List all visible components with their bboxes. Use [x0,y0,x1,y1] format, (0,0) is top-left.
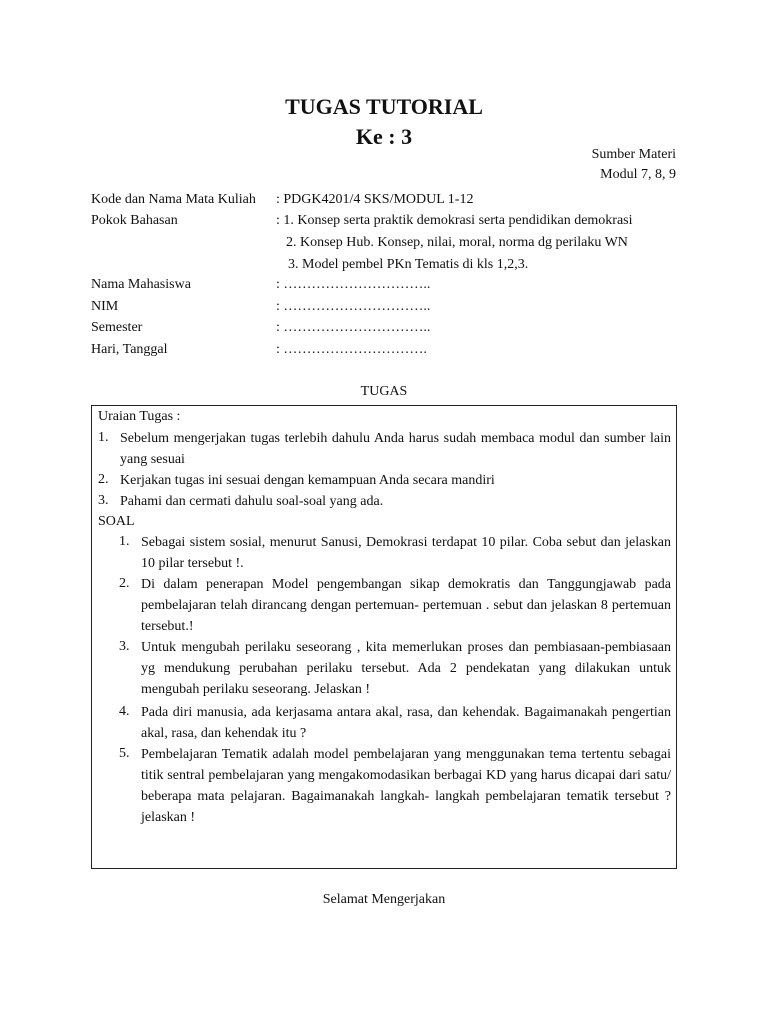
question-number: 1. [119,534,130,549]
semester-label: Semester [91,320,143,335]
topic-label: Pokok Bahasan [91,213,178,228]
tugas-heading: TUGAS [360,384,408,399]
date-label: Hari, Tanggal [91,342,168,357]
question-item: Pembelajaran Tematik adalah model pembelajaran yang menggunakan tema tertentu sebagai titik sentral pembelajaran yang mengakomodasikan berbagai KD yang harus dicapai dari satu/ beberapa mata pelajaran. Bagaimanakah langkah- langkah pembelajaran tematik tersebut ? jelaskan ! [141,747,671,825]
course-value: : PDGK4201/4 SKS/MODUL 1-12 [276,192,474,207]
student-name-field: : ………………………….. [276,277,431,292]
question-item: Untuk mengubah perilaku seseorang , kita memerlukan proses dan pembiasaan-pembiasaan yg mendukung perubahan perilaku tersebut. Ada 2 pendekatan yang dilakukan untuk mengubah perilaku seseorang. Jelaskan ! [141,640,671,697]
question-item: Sebagai sistem sosial, menurut Sanusi, Demokrasi terdapat 10 pilar. Coba sebut dan jelaskan 10 pilar tersebut !. [141,535,671,571]
page-title: TUGAS TUTORIAL [285,94,483,119]
uraian-heading: Uraian Tugas : [98,409,181,424]
source-modules: Modul 7, 8, 9 [600,167,676,182]
instruction-item: Kerjakan tugas ini sesuai dengan kemampuan Anda secara mandiri [120,473,495,488]
question-item: Di dalam penerapan Model pengembangan sikap demokratis dan Tanggungjawab pada pembelajaran telah dirancang dengan pertemuan- pertemuan . sebut dan jelaskan 8 pertemuan tersebut.! [141,577,671,634]
topic-item-3: 3. Model pembel PKn Tematis di kls 1,2,3. [288,257,529,272]
nim-label: NIM [91,299,119,314]
task-box [91,405,677,869]
instruction-number: 2. [98,472,109,487]
instruction-item: Pahami dan cermati dahulu soal-soal yang ada. [120,494,384,509]
question-number: 3. [119,639,130,654]
question-number: 5. [119,746,130,761]
date-field: : …………………………. [276,342,427,357]
instruction-item: Sebelum mengerjakan tugas terlebih dahulu Anda harus sudah membaca modul dan sumber lain yang sesuai [120,431,671,467]
question-number: 4. [119,704,130,719]
instruction-number: 1. [98,430,109,445]
question-number: 2. [119,576,130,591]
question-item: Pada diri manusia, ada kerjasama antara akal, rasa, dan kehendak. Bagaimanakah pengertian akal, rasa, dan kehendak itu ? [141,705,671,741]
soal-heading: SOAL [98,514,135,529]
student-name-label: Nama Mahasiswa [91,277,191,292]
nim-field: : ………………………….. [276,299,431,314]
topic-item-2: 2. Konsep Hub. Konsep, nilai, moral, norma dg perilaku WN [286,235,628,250]
topic-item-1: : 1. Konsep serta praktik demokrasi serta pendidikan demokrasi [276,213,633,228]
page-subtitle: Ke : 3 [355,124,413,149]
closing-text: Selamat Mengerjakan [322,892,446,907]
course-label: Kode dan Nama Mata Kuliah [91,192,256,207]
semester-field: : ………………………….. [276,320,431,335]
instruction-number: 3. [98,493,109,508]
source-label: Sumber Materi [591,147,676,162]
